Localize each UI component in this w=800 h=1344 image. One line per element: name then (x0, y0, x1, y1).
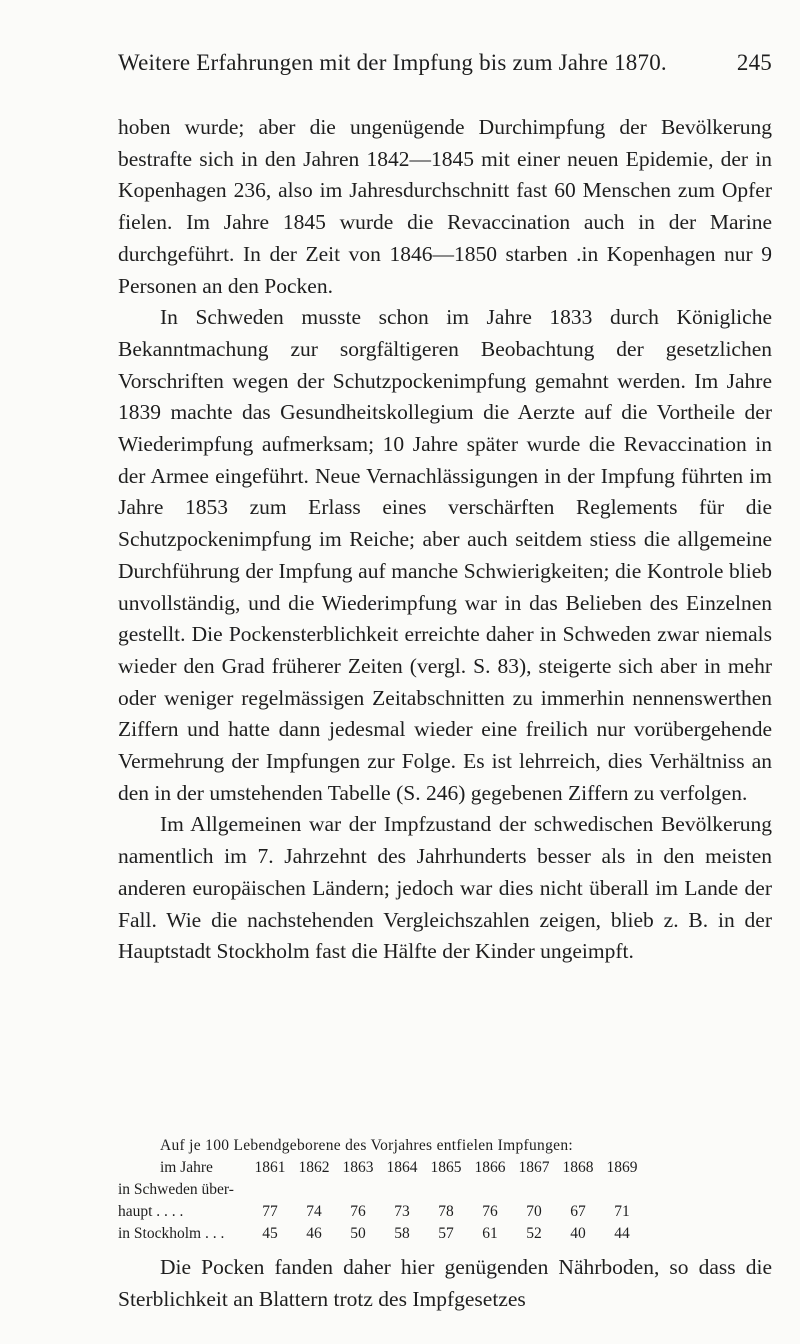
table-cell: 70 (526, 1203, 542, 1220)
table-cell: 71 (614, 1203, 630, 1220)
year-cell: 1862 (298, 1159, 330, 1176)
table-header-row (118, 1157, 772, 1179)
table-cell: 58 (394, 1225, 410, 1242)
table-caption: Auf je 100 Lebendgeborene des Vorjahres entfielen Impfungen: (160, 1137, 573, 1154)
table-cell: 61 (482, 1225, 498, 1242)
table-cell: 46 (306, 1225, 322, 1242)
year-cell: 1863 (342, 1159, 374, 1176)
table-cell: 77 (262, 1203, 278, 1220)
body-text (118, 112, 772, 968)
running-head-title: Weitere Erfahrungen mit der Impfung bis zum Jahre 1870. (118, 50, 667, 75)
paragraph: Die Pocken fanden daher hier genügenden Nährboden, so dass die Sterblichkeit an Blattern trotz des Impfgesetzes (118, 1255, 772, 1311)
table-cell: 44 (614, 1225, 630, 1242)
row-label-sweden: in Schweden über- (118, 1181, 234, 1198)
table-cell: 73 (394, 1203, 410, 1220)
year-cell: 1867 (518, 1159, 550, 1176)
table-cell: 57 (438, 1225, 454, 1242)
table-row-stockholm (118, 1223, 772, 1245)
year-cell: 1868 (562, 1159, 594, 1176)
table-row-label-line (118, 1179, 772, 1201)
table-cell: 50 (350, 1225, 366, 1242)
paragraph: In Schweden musste schon im Jahre 1833 durch Königliche Bekanntmachung zur sorgfältigeren Beobachtung der gesetzlichen Vorschriften wegen der Schutzpockenimpfung gemahnt werden. Im Jahre 1839 machte das Gesundheitskollegium die Aerzte auf die Vortheile der Wiederimpfung aufmerksam; 10 Jahre später wurde die Revaccination in der Armee eingeführt. Neue Vernachlässigungen in der Impfung führten im Jahre 1853 zum Erlass eines verschärften Reglements für die Schutzpockenimpfung im Reiche; aber auch seitdem stiess die allgemeine Durchführung der Impfung auf manche Schwierigkeiten; die Kontrole blieb unvollständig, und die Wiederimpfung war in das Belieben des Einzelnen gestellt. Die Pockensterblichkeit erreichte daher in Schweden zwar niemals wieder den Grad früherer Zeiten (vergl. S. 83), steigerte sich aber in mehr oder weniger regelmässigen Zeitabschnitten zu immerhin nennenswerthen Ziffern und hatte dann jedesmal wieder eine freilich nur vorübergehende Vermehrung der Impfungen zur Folge. Es ist lehrreich, dies Verhältniss an den in der umstehenden Tabelle (S. 246) gegebenen Ziffern zu verfolgen. (118, 305, 772, 805)
table-cell: 52 (526, 1225, 542, 1242)
table-cell: 76 (350, 1203, 366, 1220)
table-cell: 45 (262, 1225, 278, 1242)
vaccination-table (118, 1135, 772, 1245)
year-cell: 1861 (254, 1159, 286, 1176)
year-label: im Jahre (160, 1159, 213, 1176)
table-cell: 67 (570, 1203, 586, 1220)
row-label-stockholm: in Stockholm . . . (118, 1225, 225, 1242)
table-cell: 76 (482, 1203, 498, 1220)
table-row-sweden (118, 1201, 772, 1223)
paragraph: Im Allgemeinen war der Impfzustand der schwedischen Bevölkerung namentlich im 7. Jahrzehnt des Jahrhunderts besser als in den meisten anderen europäischen Ländern; jedoch war dies nicht überall im Lande der Fall. Wie die nachstehenden Vergleichszahlen zeigen, blieb z. B. in der Hauptstadt Stockholm fast die Hälfte der Kinder ungeimpft. (118, 812, 772, 964)
row-label-sweden-cont: haupt . . . . (118, 1203, 184, 1220)
table-cell: 74 (306, 1203, 322, 1220)
page-number: 245 (736, 50, 772, 75)
year-cell: 1869 (606, 1159, 638, 1176)
year-cell: 1865 (430, 1159, 462, 1176)
year-cell: 1866 (474, 1159, 506, 1176)
table-cell: 78 (438, 1203, 454, 1220)
closing-text (118, 1252, 772, 1315)
table-cell: 40 (570, 1225, 586, 1242)
paragraph: hoben wurde; aber die ungenügende Durchimpfung der Bevölkerung bestrafte sich in den Jahren 1842—1845 mit einer neuen Epidemie, der in Kopenhagen 236, also im Jahresdurchschnitt fast 60 Menschen zum Opfer fielen. Im Jahre 1845 wurde die Revaccination auch in der Marine durchgeführt. In der Zeit von 1846—1850 starben .in Kopenhagen nur 9 Personen an den Pocken. (118, 115, 772, 298)
year-cell: 1864 (386, 1159, 418, 1176)
